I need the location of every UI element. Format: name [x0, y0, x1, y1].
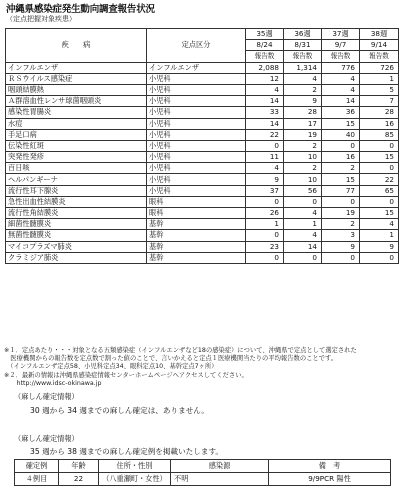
- confirmed-col-header: 住所・性別: [99, 460, 171, 473]
- report-count: 2: [284, 140, 322, 151]
- report-count: 2: [284, 163, 322, 174]
- table-row: [6, 118, 399, 129]
- report-count: 0: [246, 140, 284, 151]
- rubella-text: 35 週から 38 週までの麻しん確定例を掲載いたします。: [30, 447, 224, 456]
- footnote-line: ※１．定点あたり・・・対象となる五類感染症（インフルエンザなど18の感染症）について、沖縄県で定点として選定された: [4, 347, 357, 354]
- report-count: 14: [246, 118, 284, 129]
- disease-name: 伝染性紅斑: [6, 140, 147, 151]
- report-count: 77: [322, 185, 360, 196]
- table-row: [6, 129, 399, 140]
- sentinel-category: 眼科: [147, 196, 246, 207]
- confirmed-cell: ４例目: [15, 473, 59, 486]
- report-count: 15: [322, 174, 360, 185]
- table-row: [6, 219, 399, 230]
- report-count: 22: [246, 129, 284, 140]
- sentinel-category: 小児科: [147, 96, 246, 107]
- confirmed-col-header: 感染源: [171, 460, 269, 473]
- header-category: 定点区分: [147, 29, 246, 63]
- report-count: 0: [284, 196, 322, 207]
- footnote-line: http://www.idsc-okinawa.jp: [4, 380, 102, 387]
- report-count: 9: [246, 174, 284, 185]
- report-count: 0: [322, 196, 360, 207]
- confirmed-row: [15, 473, 391, 486]
- disease-name: Ａ群溶血性レンサ球菌咽頭炎: [6, 96, 147, 107]
- report-count: 19: [322, 208, 360, 219]
- report-count: 15: [322, 118, 360, 129]
- disease-name: 流行性角結膜炎: [6, 208, 147, 219]
- measles-heading: （麻しん確定情報）: [14, 392, 79, 401]
- report-count: 0: [246, 252, 284, 263]
- table-row: [6, 208, 399, 219]
- report-count: 4: [284, 73, 322, 84]
- header-row-weeks: [6, 29, 399, 40]
- table-row: [6, 185, 399, 196]
- report-count: 2,088: [246, 62, 284, 73]
- disease-name: ヘルパンギーナ: [6, 174, 147, 185]
- report-count: 1: [360, 230, 399, 241]
- disease-name: 水痘: [6, 118, 147, 129]
- report-count: 28: [284, 107, 322, 118]
- report-count: 9: [284, 96, 322, 107]
- report-count: 0: [246, 230, 284, 241]
- confirmed-col-header: 年齢: [59, 460, 99, 473]
- table-subtitle: （定点把握対象疾患）: [6, 15, 76, 23]
- header-count-label: 報告数: [246, 51, 284, 62]
- report-count: 0: [246, 196, 284, 207]
- header-count-label: 報告数: [322, 51, 360, 62]
- table-row: [6, 62, 399, 73]
- confirmed-header-row: [15, 460, 391, 473]
- report-count: 1,314: [284, 62, 322, 73]
- footnote-line: （インフルエンザ定点58、小児科定点34、眼科定点10、基幹定点7ヶ所）: [4, 363, 218, 370]
- report-count: 4: [246, 84, 284, 95]
- report-count: 4: [284, 230, 322, 241]
- report-count: 26: [246, 208, 284, 219]
- report-count: 17: [284, 118, 322, 129]
- disease-name: 細菌性髄膜炎: [6, 219, 147, 230]
- report-count: 11: [246, 152, 284, 163]
- report-count: 0: [360, 140, 399, 151]
- report-count: 15: [360, 152, 399, 163]
- confirmed-col-header: 備 考: [269, 460, 391, 473]
- report-count: 1: [246, 219, 284, 230]
- report-count: 3: [322, 230, 360, 241]
- report-count: 33: [246, 107, 284, 118]
- report-count: 14: [246, 96, 284, 107]
- sentinel-category: 小児科: [147, 185, 246, 196]
- report-count: 4: [322, 73, 360, 84]
- confirmed-col-header: 確定例: [15, 460, 59, 473]
- sentinel-category: 小児科: [147, 107, 246, 118]
- sentinel-category: 基幹: [147, 241, 246, 252]
- sentinel-category: 基幹: [147, 230, 246, 241]
- report-count: 16: [360, 118, 399, 129]
- surveillance-table: [5, 28, 399, 264]
- sentinel-category: 小児科: [147, 129, 246, 140]
- report-count: 4: [360, 219, 399, 230]
- report-count: 9: [360, 241, 399, 252]
- report-count: 7: [360, 96, 399, 107]
- disease-name: 百日咳: [6, 163, 147, 174]
- confirmed-cell: 不明: [171, 473, 269, 486]
- report-count: 2: [284, 84, 322, 95]
- header-date: 9/14: [360, 40, 399, 51]
- report-count: 10: [284, 152, 322, 163]
- report-count: 85: [360, 129, 399, 140]
- report-count: 776: [322, 62, 360, 73]
- header-count-label: 報告数: [284, 51, 322, 62]
- disease-name: 咽頭結膜熱: [6, 84, 147, 95]
- confirmed-cell: 9/9PCR 陽性: [269, 473, 391, 486]
- sentinel-category: 小児科: [147, 118, 246, 129]
- disease-name: クラミジア肺炎: [6, 252, 147, 263]
- header-date: 8/31: [284, 40, 322, 51]
- report-count: 16: [322, 152, 360, 163]
- disease-name: 突発性発疹: [6, 152, 147, 163]
- confirmed-cases-table: [14, 459, 391, 486]
- header-week: 36週: [284, 29, 322, 40]
- header-date: 8/24: [246, 40, 284, 51]
- measles-text: 30 週から 34 週までの麻しん確定は、ありません。: [30, 406, 209, 415]
- header-disease: 疾 病: [6, 29, 147, 63]
- report-count: 0: [360, 163, 399, 174]
- table-row: [6, 152, 399, 163]
- report-count: 28: [360, 107, 399, 118]
- table-row: [6, 196, 399, 207]
- header-week: 37週: [322, 29, 360, 40]
- report-count: 726: [360, 62, 399, 73]
- disease-name: 手足口病: [6, 129, 147, 140]
- table-row: [6, 73, 399, 84]
- report-count: 4: [284, 208, 322, 219]
- sentinel-category: 小児科: [147, 84, 246, 95]
- page-title: 沖縄県感染症発生動向調査報告状況: [6, 4, 155, 15]
- report-count: 0: [322, 252, 360, 263]
- table-row: [6, 107, 399, 118]
- report-count: 56: [284, 185, 322, 196]
- report-count: 15: [360, 208, 399, 219]
- table-row: [6, 140, 399, 151]
- table-row: [6, 174, 399, 185]
- header-week: 38週: [360, 29, 399, 40]
- table-body: [6, 62, 399, 263]
- report-count: 0: [360, 252, 399, 263]
- sentinel-category: 小児科: [147, 73, 246, 84]
- report-count: 1: [284, 219, 322, 230]
- report-count: 37: [246, 185, 284, 196]
- header-week: 35週: [246, 29, 284, 40]
- report-count: 10: [284, 174, 322, 185]
- report-count: 9: [322, 241, 360, 252]
- confirmed-cell: 22: [59, 473, 99, 486]
- report-count: 14: [322, 96, 360, 107]
- table-row: [6, 84, 399, 95]
- report-count: 0: [284, 252, 322, 263]
- sentinel-category: 眼科: [147, 208, 246, 219]
- table-row: [6, 230, 399, 241]
- header-date: 9/7: [322, 40, 360, 51]
- sentinel-category: 小児科: [147, 140, 246, 151]
- footnote-line: ※２．最新の情報は沖縄県感染症情報センターホームページへアクセスしてください。: [4, 372, 248, 379]
- disease-name: 感染性胃腸炎: [6, 107, 147, 118]
- report-count: 2: [322, 219, 360, 230]
- disease-name: ＲＳウイルス感染症: [6, 73, 147, 84]
- report-count: 2: [322, 163, 360, 174]
- table-row: [6, 163, 399, 174]
- disease-name: マイコプラズマ肺炎: [6, 241, 147, 252]
- report-count: 12: [246, 73, 284, 84]
- report-count: 22: [360, 174, 399, 185]
- report-count: 14: [284, 241, 322, 252]
- report-count: 1: [360, 73, 399, 84]
- sentinel-category: 基幹: [147, 252, 246, 263]
- table-row: [6, 96, 399, 107]
- sentinel-category: インフルエンザ: [147, 62, 246, 73]
- report-count: 4: [246, 163, 284, 174]
- table-row: [6, 252, 399, 263]
- report-count: 23: [246, 241, 284, 252]
- sentinel-category: 小児科: [147, 163, 246, 174]
- footnote-line: 医療機関からの報告数を定点数で割った値のことで、言いかえると定点１医療機関当たりの平均報告数のことです。: [4, 355, 338, 362]
- table-row: [6, 241, 399, 252]
- disease-name: 急性出血性結膜炎: [6, 196, 147, 207]
- report-count: 40: [322, 129, 360, 140]
- rubella-heading: （麻しん確定情報）: [14, 434, 79, 443]
- sentinel-category: 小児科: [147, 174, 246, 185]
- report-count: 65: [360, 185, 399, 196]
- report-count: 36: [322, 107, 360, 118]
- disease-name: 流行性耳下腺炎: [6, 185, 147, 196]
- disease-name: 無菌性髄膜炎: [6, 230, 147, 241]
- report-count: 5: [360, 84, 399, 95]
- report-count: 19: [284, 129, 322, 140]
- report-count: 0: [322, 140, 360, 151]
- report-count: 4: [322, 84, 360, 95]
- sentinel-category: 小児科: [147, 152, 246, 163]
- disease-name: インフルエンザ: [6, 62, 147, 73]
- confirmed-cell: （八重瀬町・女性）: [99, 473, 171, 486]
- report-count: 0: [360, 196, 399, 207]
- header-count-label: 報告数: [360, 51, 399, 62]
- sentinel-category: 基幹: [147, 219, 246, 230]
